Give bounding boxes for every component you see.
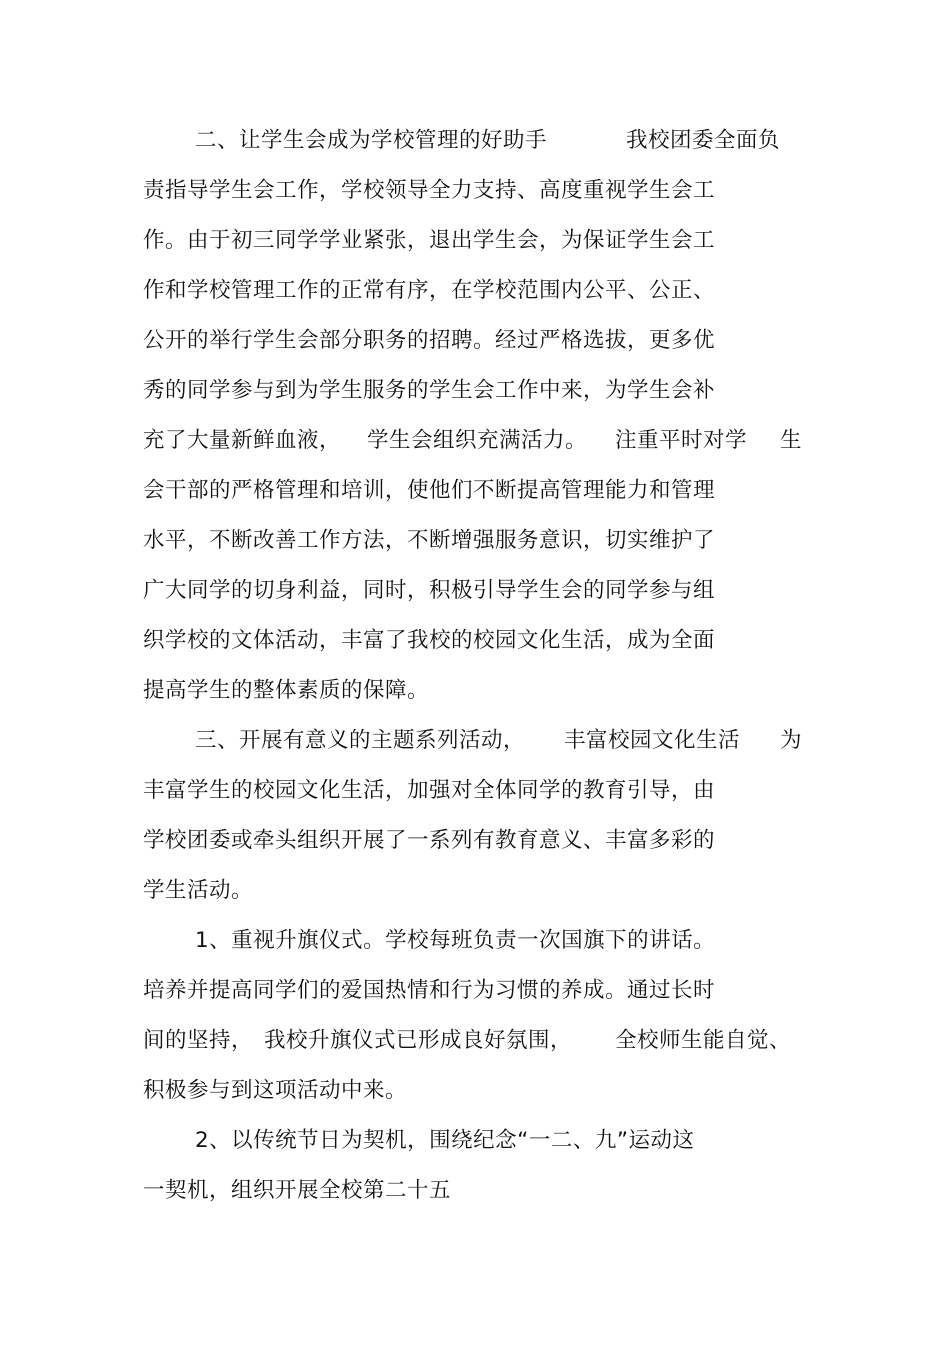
text-segment: 我校团委全面负 bbox=[626, 128, 781, 153]
list-item-2: 2、以传统节日为契机，围绕纪念“一二、九”运动这 bbox=[195, 1128, 695, 1153]
text-line: 一契机，组织开展全校第二十五 bbox=[143, 1178, 452, 1203]
text-segment: 充了大量新鲜血液， bbox=[143, 428, 342, 453]
text-line: 提高学生的整体素质的保障。 bbox=[143, 678, 430, 703]
text-line: 广大同学的切身利益，同时，积极引导学生会的同学参与组 bbox=[143, 578, 716, 603]
text-line: 培养并提高同学们的爱国热情和行为习惯的养成。通过长时 bbox=[143, 978, 716, 1003]
text-segment: 生 bbox=[780, 428, 803, 453]
text-line: 责指导学生会工作，学校领导全力支持、高度重视学生会工 bbox=[143, 178, 716, 203]
text-segment: 为 bbox=[780, 728, 803, 753]
text-line: 丰富学生的校园文化生活，加强对全体同学的教育引导，由 bbox=[143, 778, 716, 803]
section-heading-2: 二、让学生会成为学校管理的好助手 bbox=[195, 128, 548, 153]
text-line: 学生活动。 bbox=[143, 878, 254, 903]
text-line: 织学校的文体活动，丰富了我校的校园文化生活，成为全面 bbox=[143, 628, 716, 653]
text-segment: 全校师生能自觉、 bbox=[615, 1028, 792, 1053]
text-segment: 我校升旗仪式已形成良好氛围， bbox=[264, 1028, 573, 1053]
text-line: 作和学校管理工作的正常有序，在学校范围内公平、公正、 bbox=[143, 278, 716, 303]
text-line: 秀的同学参与到为学生服务的学生会工作中来，为学生会补 bbox=[143, 378, 716, 403]
text-line: 水平，不断改善工作方法，不断增强服务意识，切实维护了 bbox=[143, 528, 716, 553]
text-segment: 间的坚持， bbox=[143, 1028, 254, 1053]
text-line: 积极参与到这项活动中来。 bbox=[143, 1078, 408, 1103]
section-heading-3: 三、开展有意义的主题系列活动， bbox=[195, 728, 526, 753]
text-segment: 丰富校园文化生活 bbox=[564, 728, 741, 753]
text-line: 学校团委或牵头组织开展了一系列有教育意义、丰富多彩的 bbox=[143, 828, 716, 853]
text-line: 作。由于初三同学学业紧张，退出学生会，为保证学生会工 bbox=[143, 228, 716, 253]
text-segment: 学生会组织充满活力。 bbox=[367, 428, 588, 453]
text-line: 公开的举行学生会部分职务的招聘。经过严格选拔，更多优 bbox=[143, 328, 716, 353]
text-segment: 注重平时对学 bbox=[615, 428, 748, 453]
text-line: 会干部的严格管理和培训，使他们不断提高管理能力和管理 bbox=[143, 478, 716, 503]
list-item-1: 1、重视升旗仪式。学校每班负责一次国旗下的讲话。 bbox=[195, 928, 716, 953]
